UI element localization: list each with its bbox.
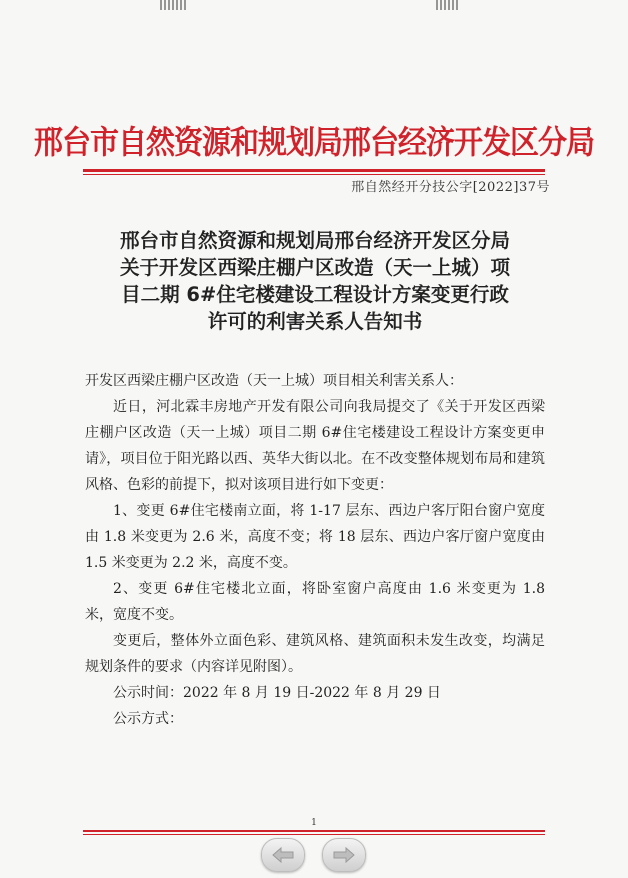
agency-header: 邢台市自然资源和规划局邢台经济开发区分局 <box>33 123 594 161</box>
red-footer-rule-thin <box>83 834 545 835</box>
title-line: 目二期 6#住宅楼建设工程设计方案变更行政 <box>121 283 509 306</box>
title-line: 邢台市自然资源和规划局邢台经济开发区分局 <box>119 229 510 252</box>
body-paragraph: 近日，河北霖丰房地产开发有限公司向我局提交了《关于开发区西梁庄棚户区改造（天一上城）项目二期 6#住宅楼建设工程设计方案变更申请》，项目位于阳光路以西、英华大街以北。在不改变整体规划布局和建筑风格、色彩的前提下，拟对该项目进行如下变更： <box>85 399 545 493</box>
body-paragraph: 2、变更 6#住宅楼北立面，将卧室窗户高度由 1.6 米变更为 1.8 米，宽度不变。 <box>85 581 545 623</box>
scan-mark <box>160 0 188 10</box>
arrow-left-icon <box>271 846 295 864</box>
page-number: 1 <box>311 818 317 828</box>
document-title <box>80 227 550 335</box>
red-header-rule <box>83 169 545 172</box>
scan-mark <box>436 0 460 10</box>
red-footer-rule <box>83 830 545 832</box>
document-number: 邢自然经开分技公字[2022]37号 <box>351 180 550 195</box>
next-page-button[interactable] <box>322 838 366 872</box>
previous-page-button[interactable] <box>261 838 305 872</box>
body-paragraph: 1、变更 6#住宅楼南立面，将 1-17 层东、西边户客厅阳台窗户宽度由 1.8 米变更为 2.6 米，高度不变；将 18 层东、西边户客厅窗户宽度由 1.5 米变更为 2.2 米，高度不变。 <box>85 503 545 571</box>
arrow-right-icon <box>332 846 356 864</box>
title-line: 许可的利害关系人告知书 <box>207 310 423 333</box>
red-header-rule-thin <box>83 174 545 175</box>
document-body <box>85 368 545 732</box>
announcement-method: 公示方式： <box>113 711 183 727</box>
announcement-time: 公示时间：2022 年 8 月 19 日-2022 年 8 月 29 日 <box>113 685 441 701</box>
salutation: 开发区西梁庄棚户区改造（天一上城）项目相关利害关系人： <box>85 373 463 389</box>
title-line: 关于开发区西梁庄棚户区改造（天一上城）项 <box>119 256 510 279</box>
body-paragraph: 变更后，整体外立面色彩、建筑风格、建筑面积未发生改变，均满足规划条件的要求（内容详见附图）。 <box>85 633 545 675</box>
